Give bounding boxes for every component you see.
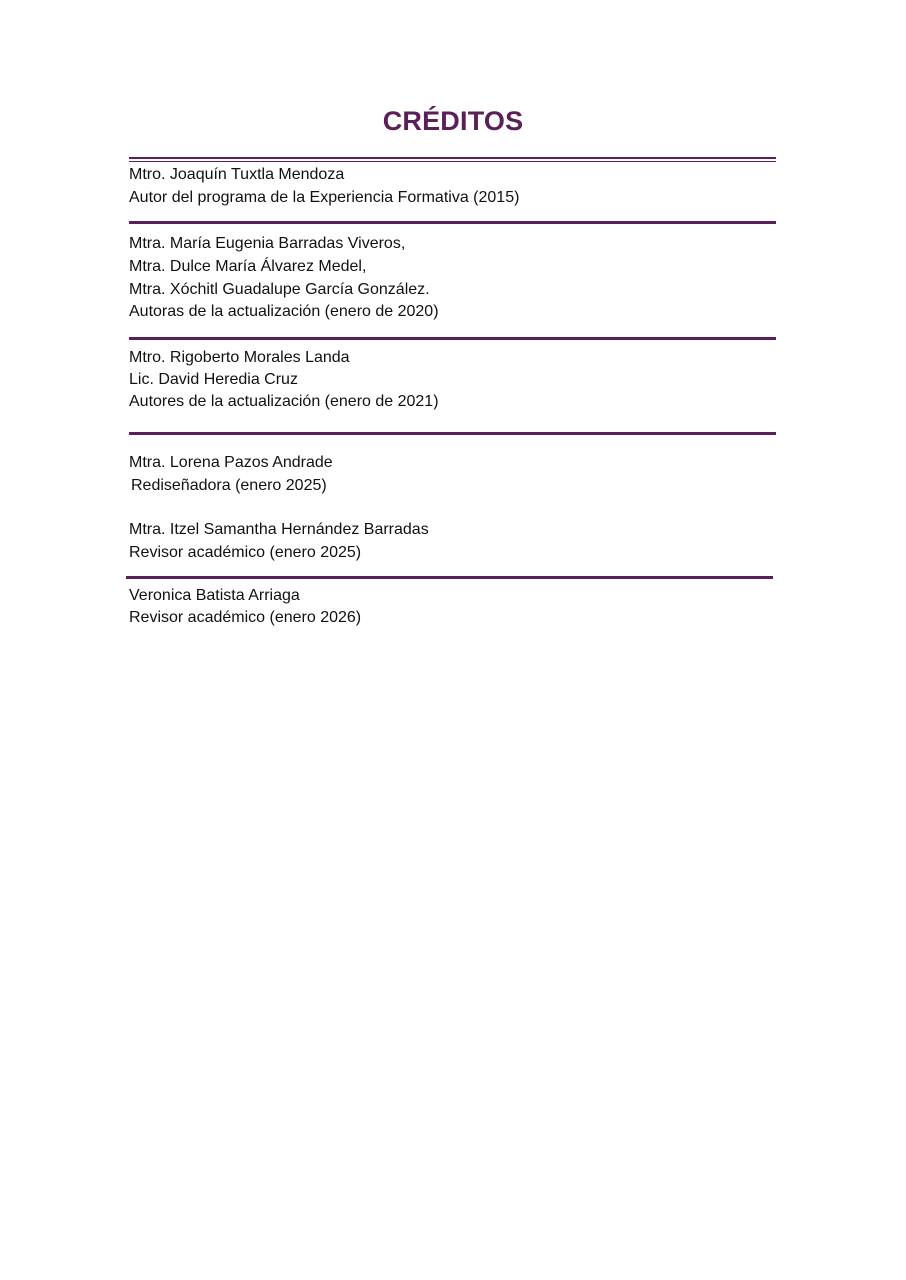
credit-role: Autores de la actualización (enero de 2021) [129,393,439,410]
section-divider [126,576,773,579]
credit-name: Mtra. Dulce María Álvarez Medel, [129,258,367,275]
title-double-rule-bottom [129,161,776,162]
section-divider [129,432,776,435]
credit-name: Mtro. Joaquín Tuxtla Mendoza [129,166,345,183]
credit-name: Lic. David Heredia Cruz [129,371,298,388]
credit-role: Rediseñadora (enero 2025) [131,477,327,494]
credit-role: Autoras de la actualización (enero de 2020) [129,303,439,320]
credit-name: Mtra. Xóchitl Guadalupe García González. [129,281,430,298]
credit-name: Veronica Batista Arriaga [129,587,300,604]
credit-role: Autor del programa de la Experiencia Formativa (2015) [129,189,520,206]
credit-role: Revisor académico (enero 2025) [129,544,362,561]
credit-role: Revisor académico (enero 2026) [129,609,362,626]
credit-name: Mtro. Rigoberto Morales Landa [129,349,350,366]
title-double-rule-top [129,157,776,159]
section-divider [129,337,776,340]
credit-name: Mtra. Lorena Pazos Andrade [129,454,333,471]
page-title: CRÉDITOS [382,106,524,136]
credit-name: Mtra. María Eugenia Barradas Viveros, [129,235,406,252]
credit-name: Mtra. Itzel Samantha Hernández Barradas [129,521,429,538]
section-divider [129,221,776,224]
